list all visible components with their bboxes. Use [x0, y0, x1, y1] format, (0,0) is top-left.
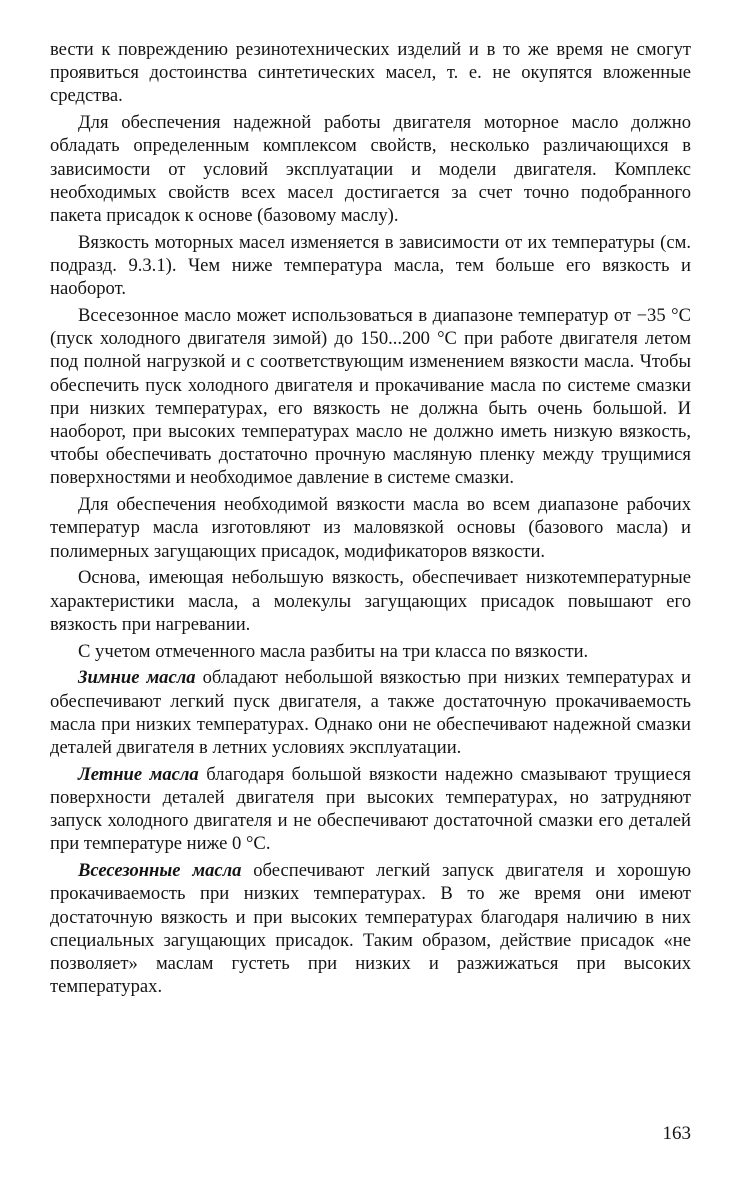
term-summer-oils: Летние масла	[78, 763, 199, 785]
page-number: 163	[662, 1123, 691, 1144]
paragraph-3: Вязкость моторных масел изменяется в зависимости от их температуры (см. подразд. 9.3.1). Чем ниже температура масла, тем больше его вязкость и наоборот.	[50, 231, 691, 300]
term-all-season-oils: Всесезонные масла	[78, 860, 242, 882]
paragraph-2: Для обеспечения надежной работы двигателя моторное масло должно обладать определенным комплексом свойств, несколько различающихся в зависимости от условий эксплуатации и модели двигателя. Комплекс необходимых свойств всех масел достигается за счет точно подобранного пакета присадок к основе (базовому маслу).	[50, 112, 691, 227]
paragraph-7: С учетом отмеченного масла разбиты на три класса по вязкости.	[78, 640, 589, 662]
paragraph-1: вести к повреждению резинотехнических изделий и в то же время не смогут проявиться достоинства синтетических масел, т. е. не окупятся вложенные средства.	[50, 39, 691, 107]
term-winter-oils: Зимние масла	[78, 667, 196, 689]
paragraph-all-season-oils: Всесезонные масла обеспечивают легкий запуск двигателя и хорошую прокачиваемость при низких температурах. В то же время они имеют достаточную вязкость и при высоких температурах благодаря наличию в них специальных загущающих присадок. Таким образом, действие присадок «не позволяет» маслам густеть при низких и разжижаться при высоких температурах.	[50, 860, 692, 998]
paragraph-winter-oils: Зимние масла обладают небольшой вязкостью при низких температурах и обеспечивают легкий пуск двигателя, а также достаточную прокачиваемость масла при низких температурах. Однако они не обеспечивают надежной смазки деталей двигателя в летних условиях эксплуатации.	[50, 667, 691, 759]
paragraph-summer-oils: Летние масла благодаря большой вязкости надежно смазывают трущиеся поверхности деталей двигателя при высоких температурах, но затрудняют запуск холодного двигателя и не обеспечивают достаточной смазки его деталей при температуре ниже 0 °С.	[50, 763, 691, 855]
paragraph-4: Всесезонное масло может использоваться в диапазоне температур от −35 °С (пуск холодного двигателя зимой) до 150...200 °С при работе двигателя летом под полной нагрузкой и с соответствующим изменением вязкости масла. Чтобы обеспечить пуск холодного двигателя и прокачивание масла по системе смазки при низких температурах, его вязкость не должна быть очень большой. И наоборот, при высоких температурах масло не должно иметь низкую вязкость, чтобы обеспечивать достаточно прочную масляную пленку между трущимися поверхностями и необходимое давление в системе смазки.	[50, 305, 691, 489]
paragraph-5: Для обеспечения необходимой вязкости масла во всем диапазоне рабочих температур масла изготовляют из маловязкой основы (базового масла) и полимерных загущающих присадок, модификаторов вязкости.	[50, 494, 691, 562]
paragraph-6: Основа, имеющая небольшую вязкость, обеспечивает низкотемпературные характеристики масла, а молекулы загущающих присадок повышают его вязкость при нагревании.	[50, 567, 691, 635]
body-text	[50, 38, 691, 1002]
